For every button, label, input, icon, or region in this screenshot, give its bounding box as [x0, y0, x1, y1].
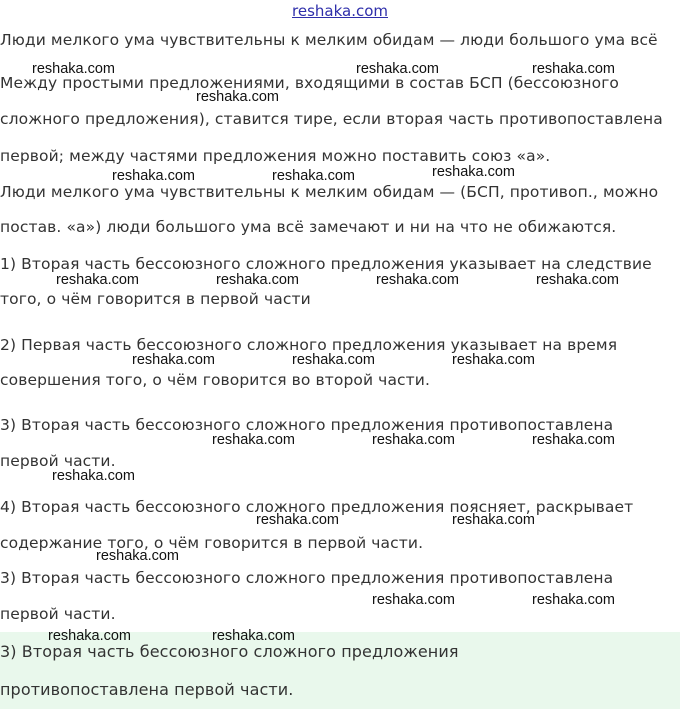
watermark: reshaka.com	[532, 592, 616, 608]
watermark: reshaka.com	[372, 592, 456, 608]
watermark: reshaka.com	[52, 468, 136, 484]
watermark: reshaka.com	[532, 432, 616, 448]
option-5-line-1: 3) Вторая часть бессоюзного сложного предложения противопоставлена	[0, 569, 614, 587]
answer-line-1: 3) Вторая часть бессоюзного сложного предложения	[0, 642, 459, 661]
answer-line-2: противопоставлена первой части.	[0, 680, 294, 699]
watermark: reshaka.com	[536, 272, 620, 288]
watermark: reshaka.com	[132, 352, 216, 368]
watermark: reshaka.com	[196, 89, 280, 105]
option-2-line-2: совершения того, о чём говорится во второй части.	[0, 371, 430, 389]
site-title-link[interactable]: reshaka.com	[292, 2, 388, 20]
watermark: reshaka.com	[372, 432, 456, 448]
watermark: reshaka.com	[256, 512, 340, 528]
option-4-line-1: 4) Вторая часть бессоюзного сложного предложения поясняет, раскрывает	[0, 498, 634, 516]
explanation-line-3: первой; между частями предложения можно поставить союз «а».	[0, 147, 551, 165]
explanation-line-1: Между простыми предложениями, входящими в состав БСП (бессоюзного	[0, 74, 620, 92]
watermark: reshaka.com	[216, 272, 300, 288]
watermark: reshaka.com	[96, 548, 180, 564]
explanation-line-2: сложного предложения), ставится тире, если вторая часть противопоставлена	[0, 110, 663, 128]
watermark: reshaka.com	[272, 168, 356, 184]
option-3-line-2: первой части.	[0, 452, 116, 470]
watermark: reshaka.com	[532, 61, 616, 77]
option-2-line-1: 2) Первая часть бессоюзного сложного предложения указывает на время	[0, 336, 618, 354]
watermark: reshaka.com	[292, 352, 376, 368]
explanation-line-5: постав. «а») люди большого ума всё замечают и ни на что не обижаются.	[0, 218, 617, 236]
watermark: reshaka.com	[356, 61, 440, 77]
option-3-line-1: 3) Вторая часть бессоюзного сложного предложения противопоставлена	[0, 416, 614, 434]
watermark: reshaka.com	[32, 61, 116, 77]
header-line: Люди мелкого ума чувствительны к мелким обидам — люди большого ума всё	[0, 31, 658, 49]
explanation-line-4: Люди мелкого ума чувствительны к мелким обидам — (БСП, противоп., можно	[0, 183, 659, 201]
option-4-line-2: содержание того, о чём говорится в первой части.	[0, 534, 424, 552]
watermark: reshaka.com	[48, 628, 132, 644]
watermark: reshaka.com	[452, 352, 536, 368]
watermark: reshaka.com	[432, 164, 516, 180]
watermark: reshaka.com	[112, 168, 196, 184]
watermark: reshaka.com	[452, 512, 536, 528]
watermark: reshaka.com	[212, 432, 296, 448]
watermark: reshaka.com	[376, 272, 460, 288]
option-1-line-2: того, о чём говорится в первой части	[0, 290, 311, 308]
option-5-line-2: первой части.	[0, 605, 116, 623]
watermark: reshaka.com	[212, 628, 296, 644]
option-1-line-1: 1) Вторая часть бессоюзного сложного предложения указывает на следствие	[0, 255, 652, 273]
watermark: reshaka.com	[56, 272, 140, 288]
